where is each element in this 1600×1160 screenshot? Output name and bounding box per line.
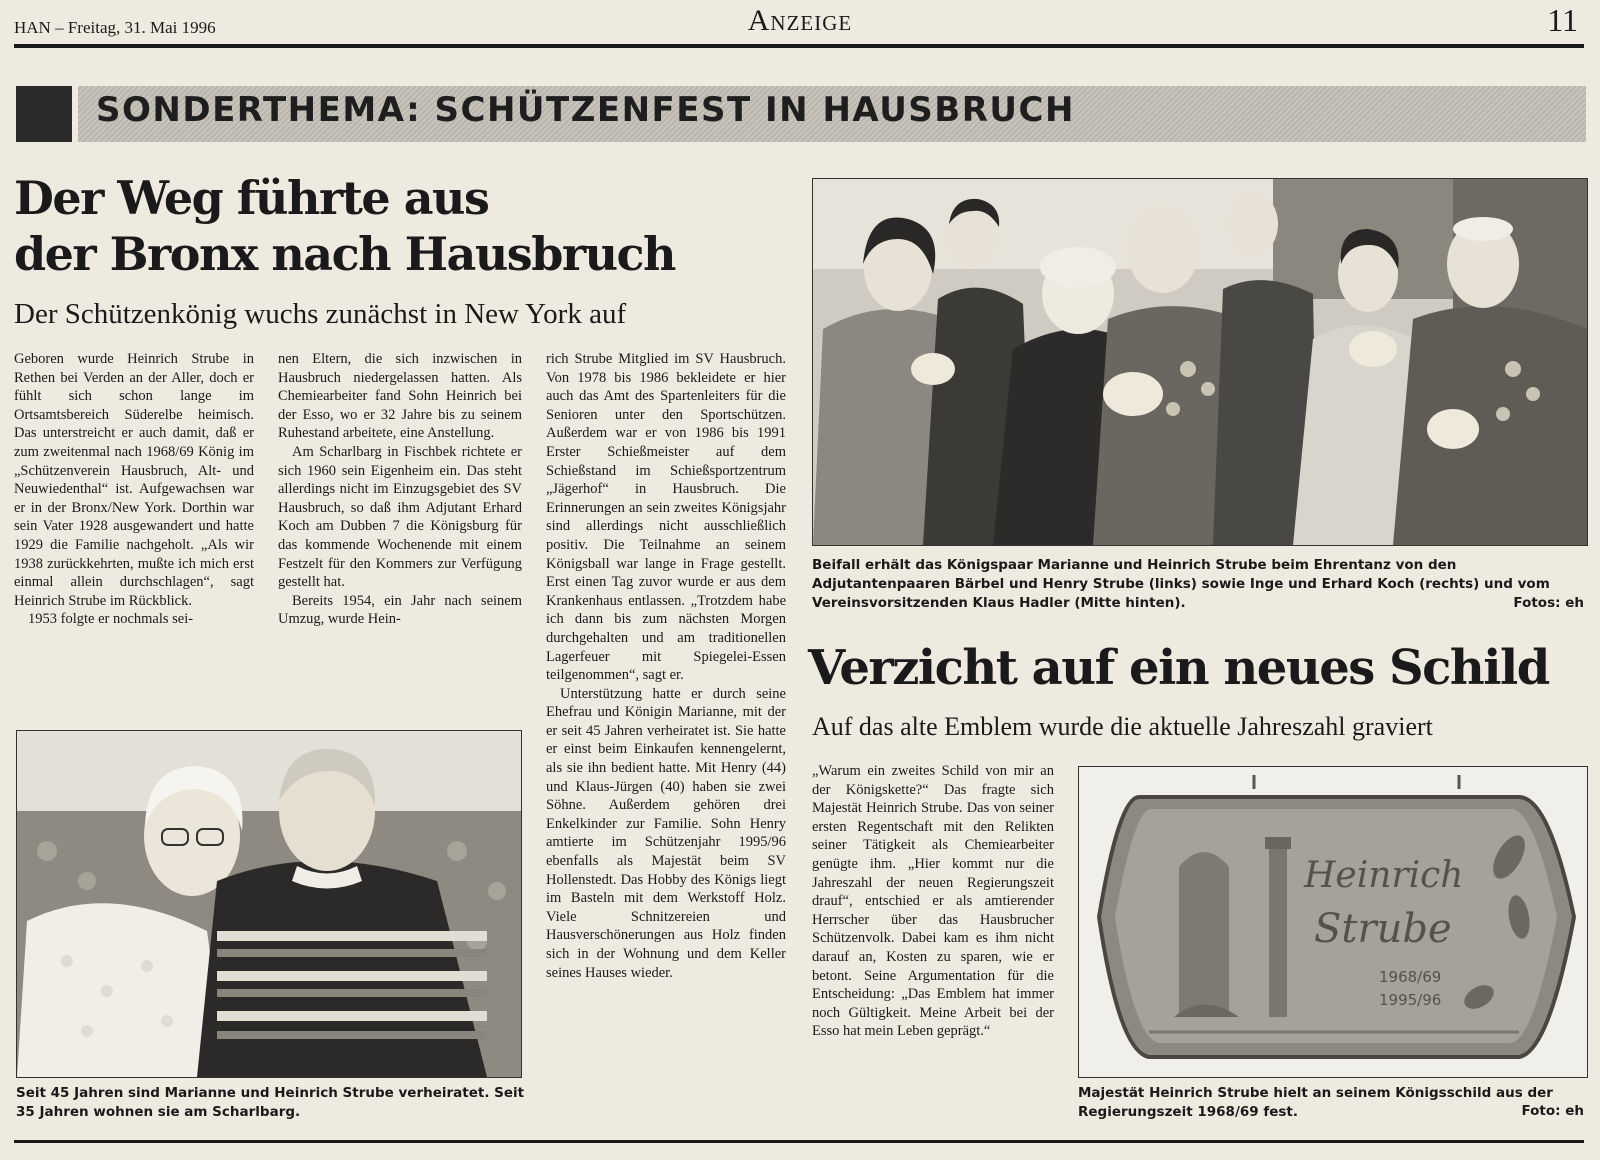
main-subheadline: Der Schützenkönig wuchs zunächst in New York auf	[14, 298, 627, 330]
shield-name-line1: Heinrich	[1304, 855, 1464, 896]
newspaper-dateline: HAN – Freitag, 31. Mai 1996	[14, 18, 216, 37]
article1-column2	[278, 350, 522, 629]
shield-year-1: 1968/69	[1379, 968, 1442, 986]
article2-column	[812, 762, 1054, 1041]
main-headline-line1: Der Weg führte aus	[14, 171, 489, 225]
second-subheadline: Auf das alte Emblem wurde die aktuelle Jahreszahl graviert	[812, 712, 1433, 741]
photo-caption-left: Seit 45 Jahren sind Marianne und Heinrich Strube verheiratet. Seit 35 Jahren wohnen sie am Scharlbarg.	[16, 1085, 525, 1120]
shield-name-line2: Strube	[1314, 906, 1452, 952]
article2-paragraph: „Warum ein zweites Schild von mir an der Königskette?“ Das fragte sich Majestät Heinrich Strube. Das von seiner ersten Regentschaft mit den Relikten seiner Tätigkeit als Chemiearbeiter genügte ihm. „Hier kommt nur die Jahreszahl der neuen Regierungszeit drauf“, entschied er als amtierender Herrscher über das Hausbrucher Schützenvolk. Dabei kam es ihm nicht darauf an, Kosten zu sparen, wie er betont. Seine Argumentation für die Entscheidung: „Das Emblem hat immer noch Gültigkeit. Meine Arbeit bei der Esso hat mein Leben geprägt.“	[812, 763, 1054, 1040]
shield-photo	[1078, 766, 1588, 1078]
header-rule	[14, 44, 1584, 48]
article1-paragraph: Geboren wurde Heinrich Strube in Rethen bei Verden an der Aller, doch er fühlt sich schon lange im Ortsamtsbereich Süderelbe heimisch. Das unterstreicht er auch damit, daß er zum zweitenmal nach 1968/69 König im „Schützenverein Hausbruch, Alt- und Neuwiedenthal“ ist. Aufgewachsen war er in der Bronx/New York. Dorthin war sein Vater 1928 ausgewandert und hatte 1929 die Familie nachgeholt. „Als wir 1938 zurückkehrten, mußte ich mich erst einmal allein durchschlagen“, sagt Heinrich Strube im Rückblick.	[14, 351, 254, 609]
main-headline	[14, 170, 774, 282]
second-headline: Verzicht auf ein neues Schild	[808, 640, 1549, 696]
shield-year-2: 1995/96	[1379, 991, 1442, 1009]
photo-credit: Foto: eh	[1521, 1103, 1584, 1119]
article1-column3	[546, 350, 786, 982]
banner-title: SONDERTHEMA: SCHÜTZENFEST IN HAUSBRUCH	[96, 90, 1075, 130]
footer-rule	[14, 1140, 1584, 1143]
banner-square	[16, 86, 72, 142]
page-number: 11	[1547, 2, 1578, 38]
main-headline-line2: der Bronx nach Hausbruch	[14, 227, 675, 281]
couple-photo-illustration	[17, 731, 521, 1077]
group-photo	[812, 178, 1588, 546]
article1-paragraph: rich Strube Mitglied im SV Hausbruch. Von 1978 bis 1986 bekleidete er hier auch das Amt des Spartenleiters für die Senioren unter den Sportschützen. Außerdem war er von 1986 bis 1991 Erster Schießmeister auf dem Schießstand im Schießsportzentrum „Jägerhof“ in Hausbruch. Die Erinnerungen an sein zweites Königsjahr sind allerdings nicht ausschließlich positiv. Die Teilnahme an seinem Königsball war lange in Frage gestellt. Erst einen Tag zuvor wurde er aus dem Krankenhaus entlassen. „Trotzdem habe ich dann bis zum nächsten Morgen durchgehalten und am traditionellen Lagerfeuer mit Spiegelei-Essen teilgenommen“, sagt er.	[546, 351, 786, 684]
photo-credit: Fotos: eh	[1513, 595, 1584, 611]
article1-paragraph: 1953 folgte er nochmals sei-	[28, 611, 194, 628]
photo-caption-top: Beifall erhält das Königspaar Marianne und Heinrich Strube beim Ehrentanz von den Adjutantenpaaren Bärbel und Henry Strube (links) sowie Inge und Erhard Koch (rechts) und vom Vereinsvorsitzenden Klaus Hadler (Mitte hinten).	[812, 557, 1550, 611]
couple-photo	[16, 730, 522, 1078]
photo-caption-right: Majestät Heinrich Strube hielt an seinem Königsschild aus der Regierungszeit 1968/69 fest.	[1078, 1085, 1553, 1120]
shield-photo-illustration	[1079, 767, 1587, 1077]
article1-paragraph: Am Scharlbarg in Fischbek richtete er sich 1960 sein Eigenheim ein. Das steht allerdings nicht im Einzugsgebiet des SV Hausbruch, so daß ihm Adjutant Erhard Koch am Dubben 7 die Königsburg für das kommende Wochenende mit einem Festzelt für den Kommers zur Verfügung gestellt hat.	[278, 443, 522, 591]
group-photo-illustration	[813, 179, 1587, 545]
article1-paragraph: nen Eltern, die sich inzwischen in Hausbruch niedergelassen hatten. Als Chemiearbeiter fand Sohn Heinrich bei der Esso, wo er 32 Jahre bis zu seinem Ruhestand arbeitete, eine Anstellung.	[278, 351, 522, 442]
article1-column1	[14, 350, 254, 629]
article1-paragraph: Unterstützung hatte er durch seine Ehefrau und Königin Marianne, mit der er seit 45 Jahren verheiratet ist. Sie hatte er einst beim Einkaufen kennengelernt, als sie ihn bedient hatte. Mit Henry (44) und Klaus-Jürgen (40) haben sie zwei Söhne. Außerdem gehören drei Enkelkinder zur Familie. Sohn Henry amtierte im Schützenjahr 1995/96 ebenfalls als Majestät beim SV Hollenstedt. Das Hobby des Königs liegt im Basteln mit dem Werkstoff Holz. Viele Schnitzereien und Hausverschönerungen aus Holz finden sich in der Wohnung und dem Keller seines Hauses wieder.	[546, 685, 786, 981]
article1-paragraph: Bereits 1954, ein Jahr nach seinem Umzug, wurde Hein-	[278, 592, 522, 628]
section-label: Anzeige	[747, 4, 853, 37]
